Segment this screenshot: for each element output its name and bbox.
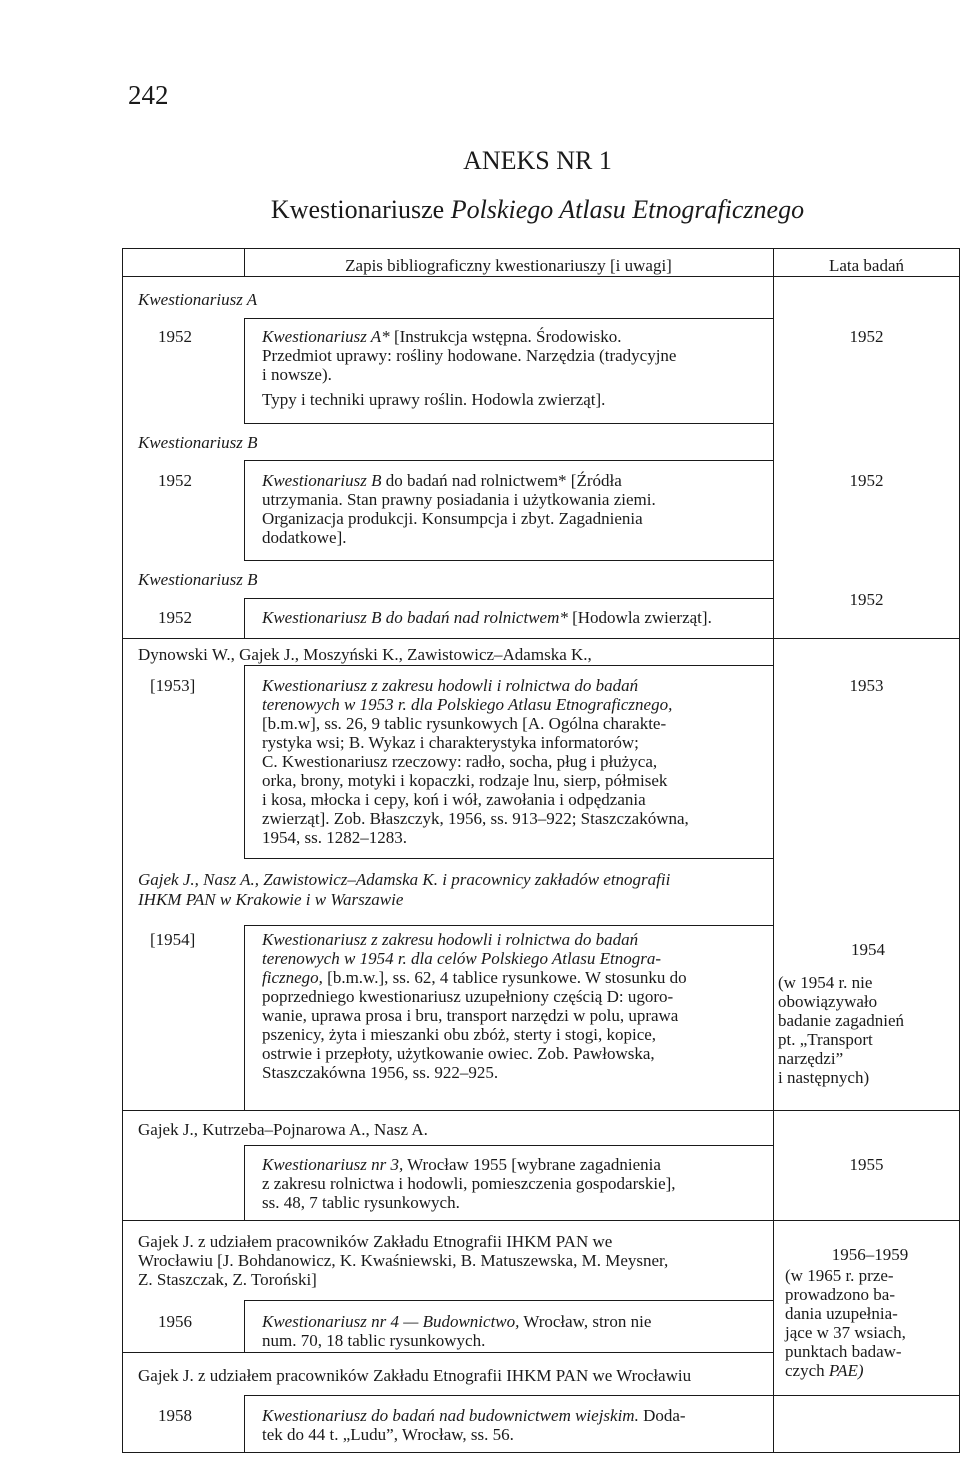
section-heading: Dynowski W., Gajek J., Moszyński K., Zawistowicz–Adamska K., [138, 645, 592, 664]
subtitle-plain: Kwestionariusze [270, 195, 451, 224]
entry-description [262, 1155, 757, 1212]
entry-text: z zakresu rolnictwa i hodowli, pomieszczenia gospodarskie], [262, 1174, 676, 1193]
research-note-line: prowadzono ba- [785, 1285, 895, 1304]
research-note-line: PAE) [828, 1361, 864, 1380]
entry-title: Kwestionariusz nr 3, [262, 1155, 404, 1174]
entry-text: [Instrukcja wstępna. Środowisko. [389, 327, 622, 346]
entry-title: Kwestionariusz z zakresu hodowli i rolnictwa do badań [262, 930, 639, 949]
section-heading: Gajek J., Nasz A., Zawistowicz–Adamska K. i pracownicy zakładów etnografii [138, 870, 671, 889]
subtitle-italic: Polskiego Atlasu Etnograficznego [450, 195, 805, 224]
entry-title: ficznego, [262, 968, 323, 987]
research-year-note [785, 1245, 955, 1380]
column-header-bibliographic: Zapis bibliograficzny kwestionariuszy [i uwagi] [345, 256, 672, 275]
research-note-line: dania uzupełnia- [785, 1304, 898, 1323]
entry-year: 1956 [158, 1312, 192, 1331]
entry-title: Kwestionariusz B do badań nad rolnictwem* [262, 608, 568, 627]
section-heading [138, 1232, 758, 1289]
entry-text: pszenicy, żyta i mieszanki obu zbóż, sterty i stogi, kopice, [262, 1025, 657, 1044]
entry-text: Wrocław 1955 [wybrane zagadnienia [403, 1155, 661, 1174]
entry-text: dodatkowe]. [262, 528, 347, 547]
entry-description [262, 471, 757, 547]
section-heading: Kwestionariusz B [138, 433, 258, 452]
section-heading-line: Gajek J. z udziałem pracowników Zakładu Etnografii IHKM PAN we [138, 1232, 613, 1251]
research-year-note [778, 940, 958, 1087]
section-heading: Kwestionariusz B [138, 570, 258, 589]
research-note-line: pt. „Transport [778, 1030, 873, 1049]
entry-text: 1954, ss. 1282–1283. [262, 828, 407, 847]
research-note-line: (w 1965 r. prze- [785, 1266, 894, 1285]
research-year: 1952 [849, 471, 884, 490]
entry-text: [Hodowla zwierząt]. [567, 608, 712, 627]
entry-text: ss. 48, 7 tablic rysunkowych. [262, 1193, 460, 1212]
entry-text: [b.m.w.], ss. 62, 4 tablice rysunkowe. W stosunku do [322, 968, 687, 987]
entry-text: tek do 44 t. „Ludu”, Wrocław, ss. 56. [262, 1425, 514, 1444]
entry-title: Kwestionariusz B [262, 471, 382, 490]
entry-text: C. Kwestionariusz rzeczowy: radło, socha, pług i płużyca, [262, 752, 658, 771]
research-note-line: punktach badaw- [785, 1342, 902, 1361]
entry-text: orka, brony, motyki i kopaczki, rodzaje lnu, sierp, półmisek [262, 771, 668, 790]
entry-description [262, 608, 757, 627]
entry-text: Wrocław, stron nie [519, 1312, 652, 1331]
entry-year: [1954] [150, 930, 196, 949]
entry-text: [b.m.w], ss. 26, 9 tablic rysunkowych [A. Ogólna charakte- [262, 714, 667, 733]
entry-text: poprzedniego kwestionariusz uzupełniony częścią D: ugoro- [262, 987, 674, 1006]
entry-description [262, 676, 757, 847]
entry-text: i kosa, młocka i cepy, koń i wół, zawołania i odpędzania [262, 790, 646, 809]
entry-description [262, 327, 757, 409]
entry-title: Kwestionariusz nr 4 — Budownictwo, [262, 1312, 520, 1331]
entry-year: 1958 [158, 1406, 192, 1425]
research-note-line: jące w 37 wsiach, [785, 1323, 906, 1342]
research-year: 1952 [849, 590, 884, 609]
entry-text: Doda- [638, 1406, 686, 1425]
entry-year: 1952 [158, 608, 192, 627]
research-note-line: narzędzi” [778, 1049, 844, 1068]
page-number: 242 [128, 80, 169, 110]
column-header-years: Lata badań [828, 256, 905, 275]
entry-text: Typy i techniki uprawy roślin. Hodowla zwierząt]. [262, 390, 606, 409]
annex-title: ANEKS NR 1 [463, 146, 612, 175]
research-note-line: (w 1954 r. nie [778, 973, 873, 992]
research-year: 1953 [849, 676, 884, 695]
entry-title: Kwestionariusz z zakresu hodowli i rolnictwa do badań [262, 676, 639, 695]
research-note-line: czych [785, 1361, 829, 1380]
entry-text: ostrwie i przepłoty, użytkowanie owiec. Zob. Pawłowska, [262, 1044, 655, 1063]
entry-text: wanie, uprawa prosa i bru, transport narzędzi w polu, uprawa [262, 1006, 679, 1025]
entry-text: i nowsze). [262, 365, 332, 384]
research-year: 1954 [851, 940, 885, 959]
entry-text: num. 70, 18 tablic rysunkowych. [262, 1331, 486, 1350]
research-note-line: i następnych) [778, 1068, 870, 1087]
entry-year: 1952 [158, 471, 192, 490]
page-subtitle [0, 194, 960, 226]
research-note-line: obowiązywało [778, 992, 878, 1011]
entry-title: Kwestionariusz A* [262, 327, 390, 346]
entry-year: 1952 [158, 327, 192, 346]
entry-text: zwierząt]. Zob. Błaszczyk, 1956, ss. 913–922; Staszczakówna, [262, 809, 689, 828]
research-note-line: badanie zagadnień [778, 1011, 905, 1030]
entry-text: do badań nad rolnictwem* [Źródła [381, 471, 622, 490]
entry-text: Przedmiot uprawy: rośliny hodowane. Narzędzia (tradycyjne [262, 346, 677, 365]
entry-title: terenowych w 1954 r. dla celów Polskiego Atlasu Etnogra- [262, 949, 661, 968]
entry-description [262, 1406, 757, 1444]
entry-description [262, 930, 757, 1082]
section-heading: Gajek J. z udziałem pracowników Zakładu Etnografii IHKM PAN we Wrocławiu [138, 1366, 692, 1385]
entry-text: Staszczakówna 1956, ss. 922–925. [262, 1063, 499, 1082]
entry-year: [1953] [150, 676, 196, 695]
section-heading: IHKM PAN w Krakowie i w Warszawie [138, 890, 404, 909]
section-heading: Kwestionariusz A [138, 290, 258, 309]
entry-title: terenowych w 1953 r. dla Polskiego Atlasu Etnograficznego, [262, 695, 673, 714]
section-heading-line: Z. Staszczak, Z. Toroński] [138, 1270, 317, 1289]
entry-description [262, 1312, 757, 1350]
research-year: 1955 [849, 1155, 884, 1174]
entry-text: rystyka wsi; B. Wykaz i charakterystyka informatorów; [262, 733, 639, 752]
research-year: 1952 [849, 327, 884, 346]
section-heading: Gajek J., Kutrzeba–Pojnarowa A., Nasz A. [138, 1120, 428, 1139]
entry-title: Kwestionariusz do badań nad budownictwem wiejskim. [262, 1406, 639, 1425]
section-heading-line: Wrocławiu [J. Bohdanowicz, K. Kwaśniewski, B. Matuszewska, M. Meysner, [138, 1251, 669, 1270]
entry-text: Organizacja produkcji. Konsumpcja i zbyt. Zagadnienia [262, 509, 643, 528]
entry-text: utrzymania. Stan prawny posiadania i użytkowania ziemi. [262, 490, 656, 509]
research-year: 1956–1959 [831, 1245, 909, 1264]
